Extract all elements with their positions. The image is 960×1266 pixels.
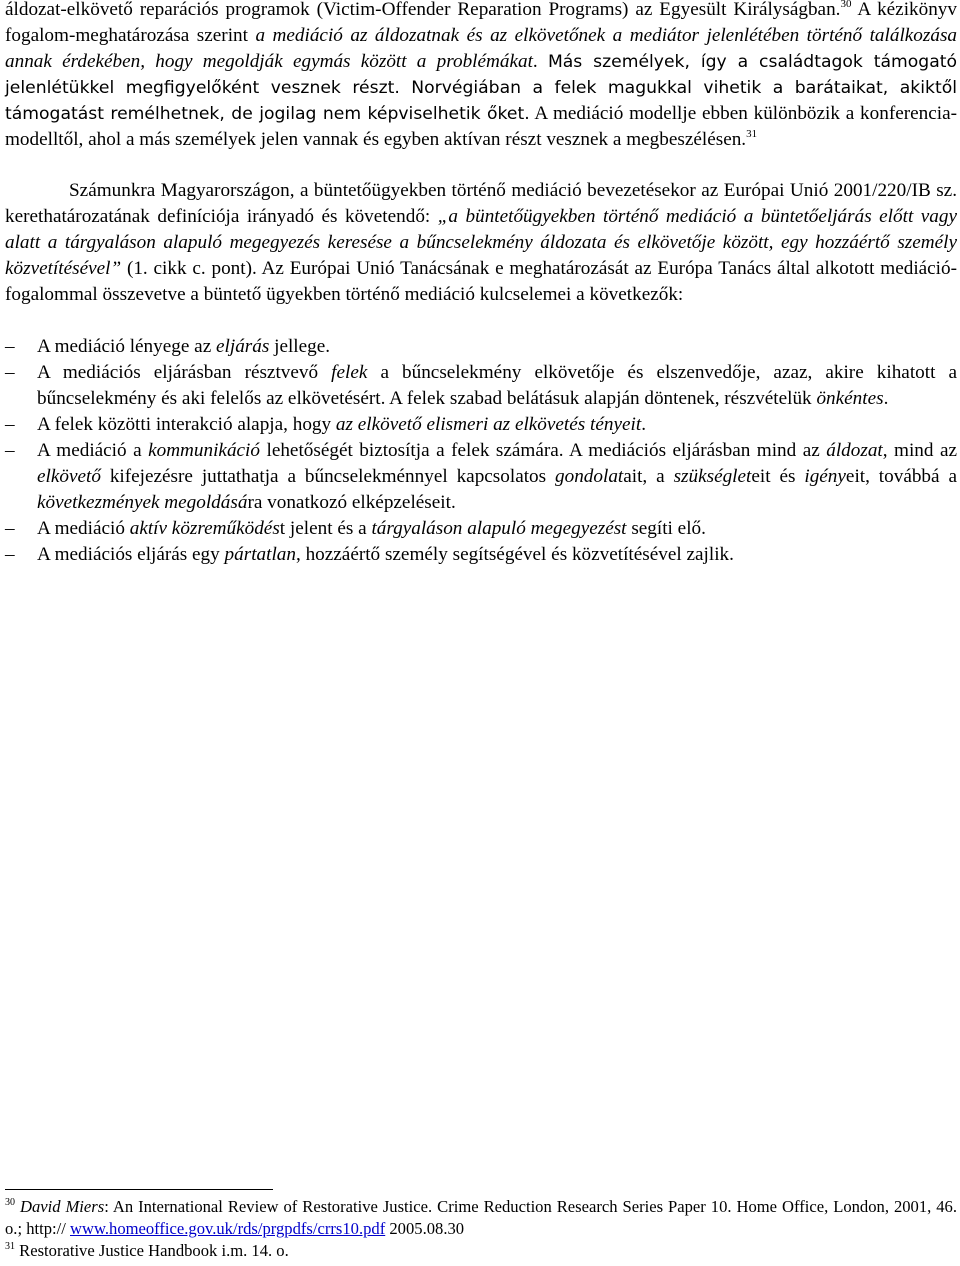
footnote-number: 30 [5,1197,15,1208]
italic-term: igény [804,466,846,487]
italic-term: szükséglet [673,466,752,487]
italic-term: pártatlan [224,544,296,565]
text-span: jellege. [269,336,331,357]
text-span: lehetőségét biztosítja a felek számára. A mediációs eljárásban mind az [260,440,827,461]
text-span: kifejezésre juttathatja a bűncselekménnyel kapcsolatos [100,466,556,487]
text-span: Számunkra Magyarországon, a büntetőügyekben történő mediáció bevezetésekor az Európai Unió 2001/220/IB sz. kerethatározatának definíciója irányadó és követendő: [5,180,957,227]
list-item [5,516,957,542]
text-span: ait, a [623,466,674,487]
footnote-link[interactable]: www.homeoffice.gov.uk/rds/prgpdfs/crrs10.pdf [70,1219,386,1238]
text-span: A mediáció modellje ebben különbözik a konferencia-modelltől, ahol a más személyek jelen vannak és egyben aktívan részt vesznek a megbeszélésen. [5,103,957,150]
text-span: áldozat-elkövető reparációs programok (Victim-Offender Reparation Programs) az Egyesült Királyságban. [5,0,841,20]
italic-term: az elkövető elismeri az elkövetés tényeit [335,414,642,435]
footnote-30 [5,1196,957,1240]
text-span: A mediáció a [37,440,149,461]
text-span: A kézikönyv fogalom-meghatározása szerint [5,0,957,46]
dash-bullet-icon: – [5,544,15,565]
text-span: eit, továbbá a [845,466,957,487]
italic-eu-definition: „a büntetőügyekben történő mediáció a büntetőeljárás előtt vagy alatt a tárgyaláson alapuló megegyezés keresése a bűncselekmény áldozata és elkövetője között, egy hozzáértő személy közvetítésével” [5,206,957,279]
italic-term: aktív közreműködés [129,518,280,539]
text-span: eit és [751,466,805,487]
list-item [5,334,957,360]
dash-bullet-icon: – [5,362,15,383]
text-span: A mediáció lényege az [37,336,217,357]
footnote-31 [5,1240,957,1262]
text-span: , hozzáértő személy segítségével és közvetítésével zajlik. [295,544,734,565]
italic-term: tárgyaláson alapuló megegyezést [371,518,627,539]
text-span: t jelent és a [279,518,372,539]
text-span: A felek közötti interakció alapja, hogy [37,414,336,435]
footnote-ref-31[interactable]: 31 [746,128,758,140]
footnotes [5,1196,957,1262]
footnote-text: Restorative Justice Handbook i.m. 14. o. [15,1241,289,1260]
dash-bullet-icon: – [5,336,15,357]
text-span: a bűncselekmény elkövetője és elszenvedője, azaz, akire kihatott a bűncselekmény és aki felelős az elkövetésért. A felek szabad belátásuk alapján döntenek, részvételük [37,362,957,409]
italic-term: gondolat [555,466,624,487]
text-span: . [641,414,646,435]
paragraph-1 [5,0,957,153]
key-elements-list [5,334,957,568]
text-span: A mediációs eljárás egy [37,544,225,565]
italic-term: eljárás [216,336,270,357]
italic-term: áldozat [826,440,883,461]
list-item [5,438,957,516]
footnote-date: 2005.08.30 [385,1219,465,1238]
text-span: . [883,388,889,409]
italic-term: felek [331,362,368,383]
dash-bullet-icon: – [5,414,15,435]
dash-bullet-icon: – [5,440,15,461]
italic-term: önkéntes [816,388,884,409]
dash-bullet-icon: – [5,518,15,539]
text-span: (1. cikk c. pont). Az Európai Unió Tanácsának e meghatározását az Európa Tanács által alkotott mediáció-fogalommal összevetve a büntető ügyekben történő mediáció kulcselemei a következők: [5,258,957,305]
footnote-author: David Miers [19,1197,105,1216]
italic-definition: a mediáció az áldozatnak és az elkövetőnek a mediátor jelenlétében történő találkozása annak érdekében, hogy megoldják egymás között a problémákat [5,25,958,72]
text-span: segíti elő. [626,518,706,539]
text-span: A mediáció [37,518,130,539]
sans-text-span: Más személyek, így a családtagok támogató jelenlétükkel megfigyelőként vesznek részt. Norvégiában a felek magukkal vihetik a barátaikat, akiktől támogatást remélhetnek, de jogilag nem képviselhetik őket. [5,52,957,124]
text-span: , mind az [882,440,958,461]
list-item [5,542,957,568]
footnote-text: : An International Review of Restorative Justice. Crime Reduction Research Series Paper 10. Home Office, London, 2001, 46. o.; http:// [5,1197,957,1238]
italic-term: kommunikáció [148,440,260,461]
italic-term: elkövető [37,466,101,487]
footnote-ref-30[interactable]: 30 [840,0,852,10]
list-item [5,412,957,438]
list-item [5,360,957,412]
text-span: . [532,51,548,72]
italic-term: következmények megoldásá [37,492,248,513]
paragraph-2 [5,178,957,308]
document-page [5,0,957,1266]
text-span: ra vonatkozó elképzeléseit. [247,492,456,513]
footnote-separator [5,1189,273,1190]
footnote-number: 31 [5,1241,15,1252]
text-span: A mediációs eljárásban résztvevő [37,362,332,383]
